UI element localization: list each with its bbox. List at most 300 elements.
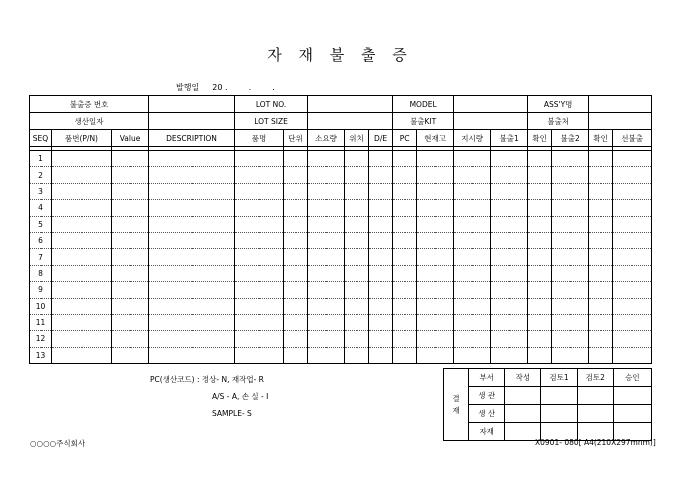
table-cell[interactable] [112, 167, 149, 183]
approval-header-row [444, 369, 652, 387]
column-header: SEQ [30, 130, 52, 147]
table-cell[interactable] [308, 314, 345, 330]
lot-no-label: LOT NO. [235, 96, 308, 113]
column-header: PC [393, 130, 417, 147]
table-cell[interactable] [52, 249, 112, 265]
table-cell[interactable] [589, 347, 613, 363]
table-row [30, 265, 652, 281]
assy-name-label: ASS'Y명 [528, 96, 589, 113]
slip-number-value[interactable] [149, 96, 235, 113]
table-cell[interactable] [369, 216, 393, 232]
table-cell[interactable] [393, 298, 417, 314]
approval-row [444, 387, 652, 405]
table-cell[interactable] [589, 151, 613, 167]
table-cell[interactable] [491, 249, 528, 265]
row-seq-number: 11 [30, 314, 52, 330]
table-cell[interactable] [528, 298, 552, 314]
table-cell[interactable] [454, 232, 491, 248]
table-cell[interactable] [552, 282, 589, 298]
table-cell[interactable] [149, 347, 235, 363]
table-cell[interactable] [345, 314, 369, 330]
table-cell[interactable] [345, 331, 369, 347]
table-cell[interactable] [393, 200, 417, 216]
table-cell[interactable] [308, 151, 345, 167]
column-header: 지시량 [454, 130, 491, 147]
row-seq-number: 5 [30, 216, 52, 232]
table-cell[interactable] [454, 314, 491, 330]
table-cell[interactable] [393, 249, 417, 265]
table-cell[interactable] [149, 298, 235, 314]
table-cell[interactable] [284, 151, 308, 167]
column-header: 품번(P/N) [52, 130, 112, 147]
table-cell[interactable] [112, 183, 149, 199]
table-cell[interactable] [284, 314, 308, 330]
table-cell[interactable] [491, 298, 528, 314]
production-code-notes [150, 371, 268, 422]
row-seq-number: 1 [30, 151, 52, 167]
model-value[interactable] [454, 96, 528, 113]
lot-no-value[interactable] [308, 96, 393, 113]
table-cell[interactable] [149, 200, 235, 216]
table-cell[interactable] [308, 331, 345, 347]
table-cell[interactable] [417, 249, 454, 265]
table-cell[interactable] [417, 314, 454, 330]
table-cell[interactable] [112, 232, 149, 248]
table-cell[interactable] [528, 282, 552, 298]
table-cell[interactable] [345, 232, 369, 248]
table-cell[interactable] [308, 232, 345, 248]
table-cell[interactable] [454, 347, 491, 363]
table-cell[interactable] [589, 216, 613, 232]
row-seq-number: 10 [30, 298, 52, 314]
approval-header: 검토1 [541, 369, 577, 387]
row-seq-number: 12 [30, 331, 52, 347]
table-cell[interactable] [454, 216, 491, 232]
table-row [30, 331, 652, 347]
table-cell[interactable] [284, 167, 308, 183]
table-cell[interactable] [454, 200, 491, 216]
table-cell[interactable] [393, 216, 417, 232]
table-cell[interactable] [112, 298, 149, 314]
table-cell[interactable] [528, 167, 552, 183]
table-cell[interactable] [149, 282, 235, 298]
table-cell[interactable] [393, 265, 417, 281]
table-cell[interactable] [613, 265, 652, 281]
row-seq-number: 13 [30, 347, 52, 363]
table-cell[interactable] [369, 183, 393, 199]
table-cell[interactable] [613, 200, 652, 216]
approval-row [444, 405, 652, 423]
table-cell[interactable] [393, 151, 417, 167]
approval-header: 승인 [613, 369, 651, 387]
table-cell[interactable] [589, 232, 613, 248]
approval-sign-cell[interactable] [541, 405, 577, 423]
table-cell[interactable] [52, 216, 112, 232]
table-cell[interactable] [528, 183, 552, 199]
table-cell[interactable] [308, 249, 345, 265]
table-row [30, 314, 652, 330]
table-cell[interactable] [284, 331, 308, 347]
table-cell[interactable] [552, 314, 589, 330]
table-cell[interactable] [417, 200, 454, 216]
column-header: 위치 [345, 130, 369, 147]
table-cell[interactable] [528, 265, 552, 281]
table-cell[interactable] [491, 167, 528, 183]
table-cell[interactable] [613, 151, 652, 167]
approval-side-label: 결 재 [444, 369, 469, 441]
table-cell[interactable] [552, 216, 589, 232]
table-cell[interactable] [308, 167, 345, 183]
table-cell[interactable] [613, 232, 652, 248]
table-cell[interactable] [491, 216, 528, 232]
table-cell[interactable] [369, 167, 393, 183]
table-cell[interactable] [393, 331, 417, 347]
table-cell[interactable] [235, 314, 284, 330]
table-cell[interactable] [284, 347, 308, 363]
assy-name-value[interactable] [589, 96, 652, 113]
table-cell[interactable] [52, 200, 112, 216]
header-row-slip [30, 96, 652, 113]
table-cell[interactable] [393, 282, 417, 298]
table-cell[interactable] [149, 265, 235, 281]
table-cell[interactable] [369, 265, 393, 281]
table-cell[interactable] [112, 216, 149, 232]
table-cell[interactable] [589, 265, 613, 281]
approval-sign-cell[interactable] [613, 387, 651, 405]
table-cell[interactable] [235, 183, 284, 199]
table-cell[interactable] [235, 347, 284, 363]
table-cell[interactable] [491, 331, 528, 347]
approval-table [443, 368, 652, 441]
table-cell[interactable] [528, 200, 552, 216]
table-cell[interactable] [308, 216, 345, 232]
table-cell[interactable] [613, 249, 652, 265]
table-cell[interactable] [369, 151, 393, 167]
approval-sign-cell[interactable] [613, 405, 651, 423]
slip-number-label: 불출증 번호 [30, 96, 149, 113]
table-row [30, 167, 652, 183]
table-cell[interactable] [369, 347, 393, 363]
table-row [30, 282, 652, 298]
note-line: PC(생산코드) : 정상- N, 재작업- R [150, 375, 264, 384]
table-row [30, 298, 652, 314]
approval-sign-cell[interactable] [577, 387, 613, 405]
table-cell[interactable] [369, 200, 393, 216]
table-row [30, 200, 652, 216]
table-cell[interactable] [149, 167, 235, 183]
table-cell[interactable] [235, 249, 284, 265]
table-cell[interactable] [235, 216, 284, 232]
approval-sign-cell[interactable] [505, 387, 541, 405]
column-header: 소요량 [308, 130, 345, 147]
table-cell[interactable] [589, 249, 613, 265]
header-row-production [30, 113, 652, 130]
approval-dept: 생 관 [469, 387, 505, 405]
column-header: 품명 [235, 130, 284, 147]
row-seq-number: 6 [30, 232, 52, 248]
table-cell[interactable] [149, 232, 235, 248]
table-cell[interactable] [552, 183, 589, 199]
table-cell[interactable] [552, 265, 589, 281]
table-cell[interactable] [417, 265, 454, 281]
approval-sign-cell[interactable] [577, 405, 613, 423]
table-cell[interactable] [589, 167, 613, 183]
table-cell[interactable] [345, 298, 369, 314]
note-line: A/S - A, 손 실 - I [212, 392, 269, 401]
column-header: DESCRIPTION [149, 130, 235, 147]
table-cell[interactable] [308, 200, 345, 216]
destination-label: 불출처 [528, 113, 589, 130]
table-cell[interactable] [235, 167, 284, 183]
table-cell[interactable] [613, 216, 652, 232]
issue-date-month-dot: . [248, 83, 252, 92]
production-date-label: 생산일자 [30, 113, 149, 130]
approval-dept: 자재 [469, 423, 505, 441]
table-cell[interactable] [417, 282, 454, 298]
table-cell[interactable] [589, 298, 613, 314]
table-cell[interactable] [345, 347, 369, 363]
table-cell[interactable] [417, 347, 454, 363]
table-cell[interactable] [454, 183, 491, 199]
issue-kit-label: 불출KIT [393, 113, 454, 130]
table-cell[interactable] [454, 282, 491, 298]
table-cell[interactable] [284, 282, 308, 298]
table-cell[interactable] [52, 167, 112, 183]
table-cell[interactable] [112, 282, 149, 298]
table-cell[interactable] [369, 282, 393, 298]
table-cell[interactable] [528, 331, 552, 347]
table-cell[interactable] [149, 331, 235, 347]
table-cell[interactable] [369, 314, 393, 330]
table-cell[interactable] [454, 167, 491, 183]
form-title: 자 재 불 출 증 [267, 46, 413, 64]
table-cell[interactable] [235, 200, 284, 216]
table-cell[interactable] [52, 265, 112, 281]
table-cell[interactable] [284, 249, 308, 265]
table-cell[interactable] [417, 232, 454, 248]
table-cell[interactable] [491, 183, 528, 199]
table-cell[interactable] [528, 216, 552, 232]
note-line: SAMPLE- S [212, 409, 252, 418]
table-cell[interactable] [308, 183, 345, 199]
table-cell[interactable] [393, 232, 417, 248]
table-cell[interactable] [589, 183, 613, 199]
table-cell[interactable] [552, 347, 589, 363]
table-cell[interactable] [52, 298, 112, 314]
table-cell[interactable] [552, 151, 589, 167]
table-cell[interactable] [613, 331, 652, 347]
table-cell[interactable] [454, 331, 491, 347]
column-header: 현재고 [417, 130, 454, 147]
table-cell[interactable] [589, 282, 613, 298]
company-name: ○○○○주식회사 [30, 439, 86, 448]
table-cell[interactable] [149, 314, 235, 330]
table-cell[interactable] [454, 298, 491, 314]
table-cell[interactable] [491, 314, 528, 330]
table-cell[interactable] [112, 249, 149, 265]
table-cell[interactable] [417, 183, 454, 199]
table-cell[interactable] [613, 314, 652, 330]
table-cell[interactable] [235, 232, 284, 248]
table-cell[interactable] [552, 232, 589, 248]
table-cell[interactable] [491, 200, 528, 216]
table-cell[interactable] [52, 314, 112, 330]
row-seq-number: 7 [30, 249, 52, 265]
table-cell[interactable] [149, 249, 235, 265]
table-row [30, 216, 652, 232]
table-cell[interactable] [235, 298, 284, 314]
table-cell[interactable] [149, 216, 235, 232]
table-cell[interactable] [112, 200, 149, 216]
table-row [30, 183, 652, 199]
table-cell[interactable] [112, 331, 149, 347]
issue-date-label: 발행일 [176, 83, 200, 92]
table-cell[interactable] [284, 265, 308, 281]
table-cell[interactable] [345, 216, 369, 232]
table-cell[interactable] [528, 232, 552, 248]
table-cell[interactable] [589, 331, 613, 347]
table-cell[interactable] [552, 249, 589, 265]
destination-value[interactable] [589, 113, 652, 130]
table-cell[interactable] [345, 282, 369, 298]
table-cell[interactable] [52, 151, 112, 167]
table-cell[interactable] [52, 347, 112, 363]
table-cell[interactable] [284, 200, 308, 216]
table-cell[interactable] [112, 151, 149, 167]
lot-size-label: LOT SIZE [235, 113, 308, 130]
table-cell[interactable] [284, 183, 308, 199]
table-cell[interactable] [345, 249, 369, 265]
table-cell[interactable] [112, 265, 149, 281]
column-header: Value [112, 130, 149, 147]
table-cell[interactable] [235, 265, 284, 281]
table-cell[interactable] [491, 282, 528, 298]
table-cell[interactable] [308, 282, 345, 298]
column-header: 선불출 [613, 130, 652, 147]
table-cell[interactable] [613, 183, 652, 199]
table-cell[interactable] [613, 347, 652, 363]
row-seq-number: 3 [30, 183, 52, 199]
table-cell[interactable] [345, 265, 369, 281]
table-cell[interactable] [552, 167, 589, 183]
issue-date-day-dot: . [272, 83, 275, 92]
table-cell[interactable] [393, 183, 417, 199]
table-cell[interactable] [393, 347, 417, 363]
table-cell[interactable] [149, 151, 235, 167]
column-header-row [30, 130, 652, 147]
table-cell[interactable] [52, 331, 112, 347]
issue-kit-value[interactable] [454, 113, 528, 130]
approval-header: 작성 [505, 369, 541, 387]
table-cell[interactable] [613, 167, 652, 183]
table-cell[interactable] [369, 298, 393, 314]
table-cell[interactable] [369, 249, 393, 265]
table-cell[interactable] [589, 200, 613, 216]
table-cell[interactable] [149, 183, 235, 199]
table-cell[interactable] [308, 347, 345, 363]
table-row [30, 249, 652, 265]
table-cell[interactable] [491, 265, 528, 281]
table-cell[interactable] [417, 298, 454, 314]
table-row [30, 232, 652, 248]
issue-date-year: 20 . [212, 83, 228, 92]
table-cell[interactable] [552, 331, 589, 347]
approval-header: 검토2 [577, 369, 613, 387]
column-header: 불출1 [491, 130, 528, 147]
table-cell[interactable] [345, 167, 369, 183]
column-header: D/E [369, 130, 393, 147]
row-seq-number: 9 [30, 282, 52, 298]
table-row [30, 347, 652, 363]
lot-size-value[interactable] [308, 113, 393, 130]
approval-dept: 생 산 [469, 405, 505, 423]
table-cell[interactable] [112, 314, 149, 330]
table-cell[interactable] [454, 249, 491, 265]
table-cell[interactable] [528, 347, 552, 363]
production-date-value[interactable] [149, 113, 235, 130]
table-cell[interactable] [528, 151, 552, 167]
table-cell[interactable] [284, 298, 308, 314]
issue-date [176, 82, 275, 93]
table-cell[interactable] [393, 314, 417, 330]
table-cell[interactable] [369, 232, 393, 248]
table-cell[interactable] [417, 167, 454, 183]
column-header: 단위 [284, 130, 308, 147]
table-cell[interactable] [393, 167, 417, 183]
table-cell[interactable] [345, 200, 369, 216]
table-cell[interactable] [235, 282, 284, 298]
table-cell[interactable] [308, 298, 345, 314]
table-cell[interactable] [235, 151, 284, 167]
table-cell[interactable] [491, 151, 528, 167]
approval-header: 부서 [469, 369, 505, 387]
table-cell[interactable] [112, 347, 149, 363]
table-cell[interactable] [528, 314, 552, 330]
table-cell[interactable] [528, 249, 552, 265]
table-cell[interactable] [345, 151, 369, 167]
table-cell[interactable] [345, 183, 369, 199]
table-cell[interactable] [454, 265, 491, 281]
row-seq-number: 2 [30, 167, 52, 183]
approval-sign-cell[interactable] [541, 387, 577, 405]
table-cell[interactable] [552, 200, 589, 216]
table-cell[interactable] [284, 232, 308, 248]
column-header: 확인 [528, 130, 552, 147]
table-cell[interactable] [491, 347, 528, 363]
table-cell[interactable] [613, 298, 652, 314]
table-cell[interactable] [589, 314, 613, 330]
table-cell[interactable] [417, 331, 454, 347]
table-row [30, 151, 652, 167]
table-cell[interactable] [52, 282, 112, 298]
table-cell[interactable] [235, 331, 284, 347]
column-header: 불출2 [552, 130, 589, 147]
table-cell[interactable] [284, 216, 308, 232]
table-cell[interactable] [613, 282, 652, 298]
table-cell[interactable] [308, 265, 345, 281]
model-label: MODEL [393, 96, 454, 113]
table-cell[interactable] [454, 151, 491, 167]
table-cell[interactable] [417, 151, 454, 167]
table-cell[interactable] [417, 216, 454, 232]
table-cell[interactable] [552, 298, 589, 314]
material-issue-table [29, 95, 652, 364]
table-cell[interactable] [52, 232, 112, 248]
approval-sign-cell[interactable] [505, 405, 541, 423]
table-cell[interactable] [52, 183, 112, 199]
table-cell[interactable] [491, 232, 528, 248]
table-cell[interactable] [369, 331, 393, 347]
